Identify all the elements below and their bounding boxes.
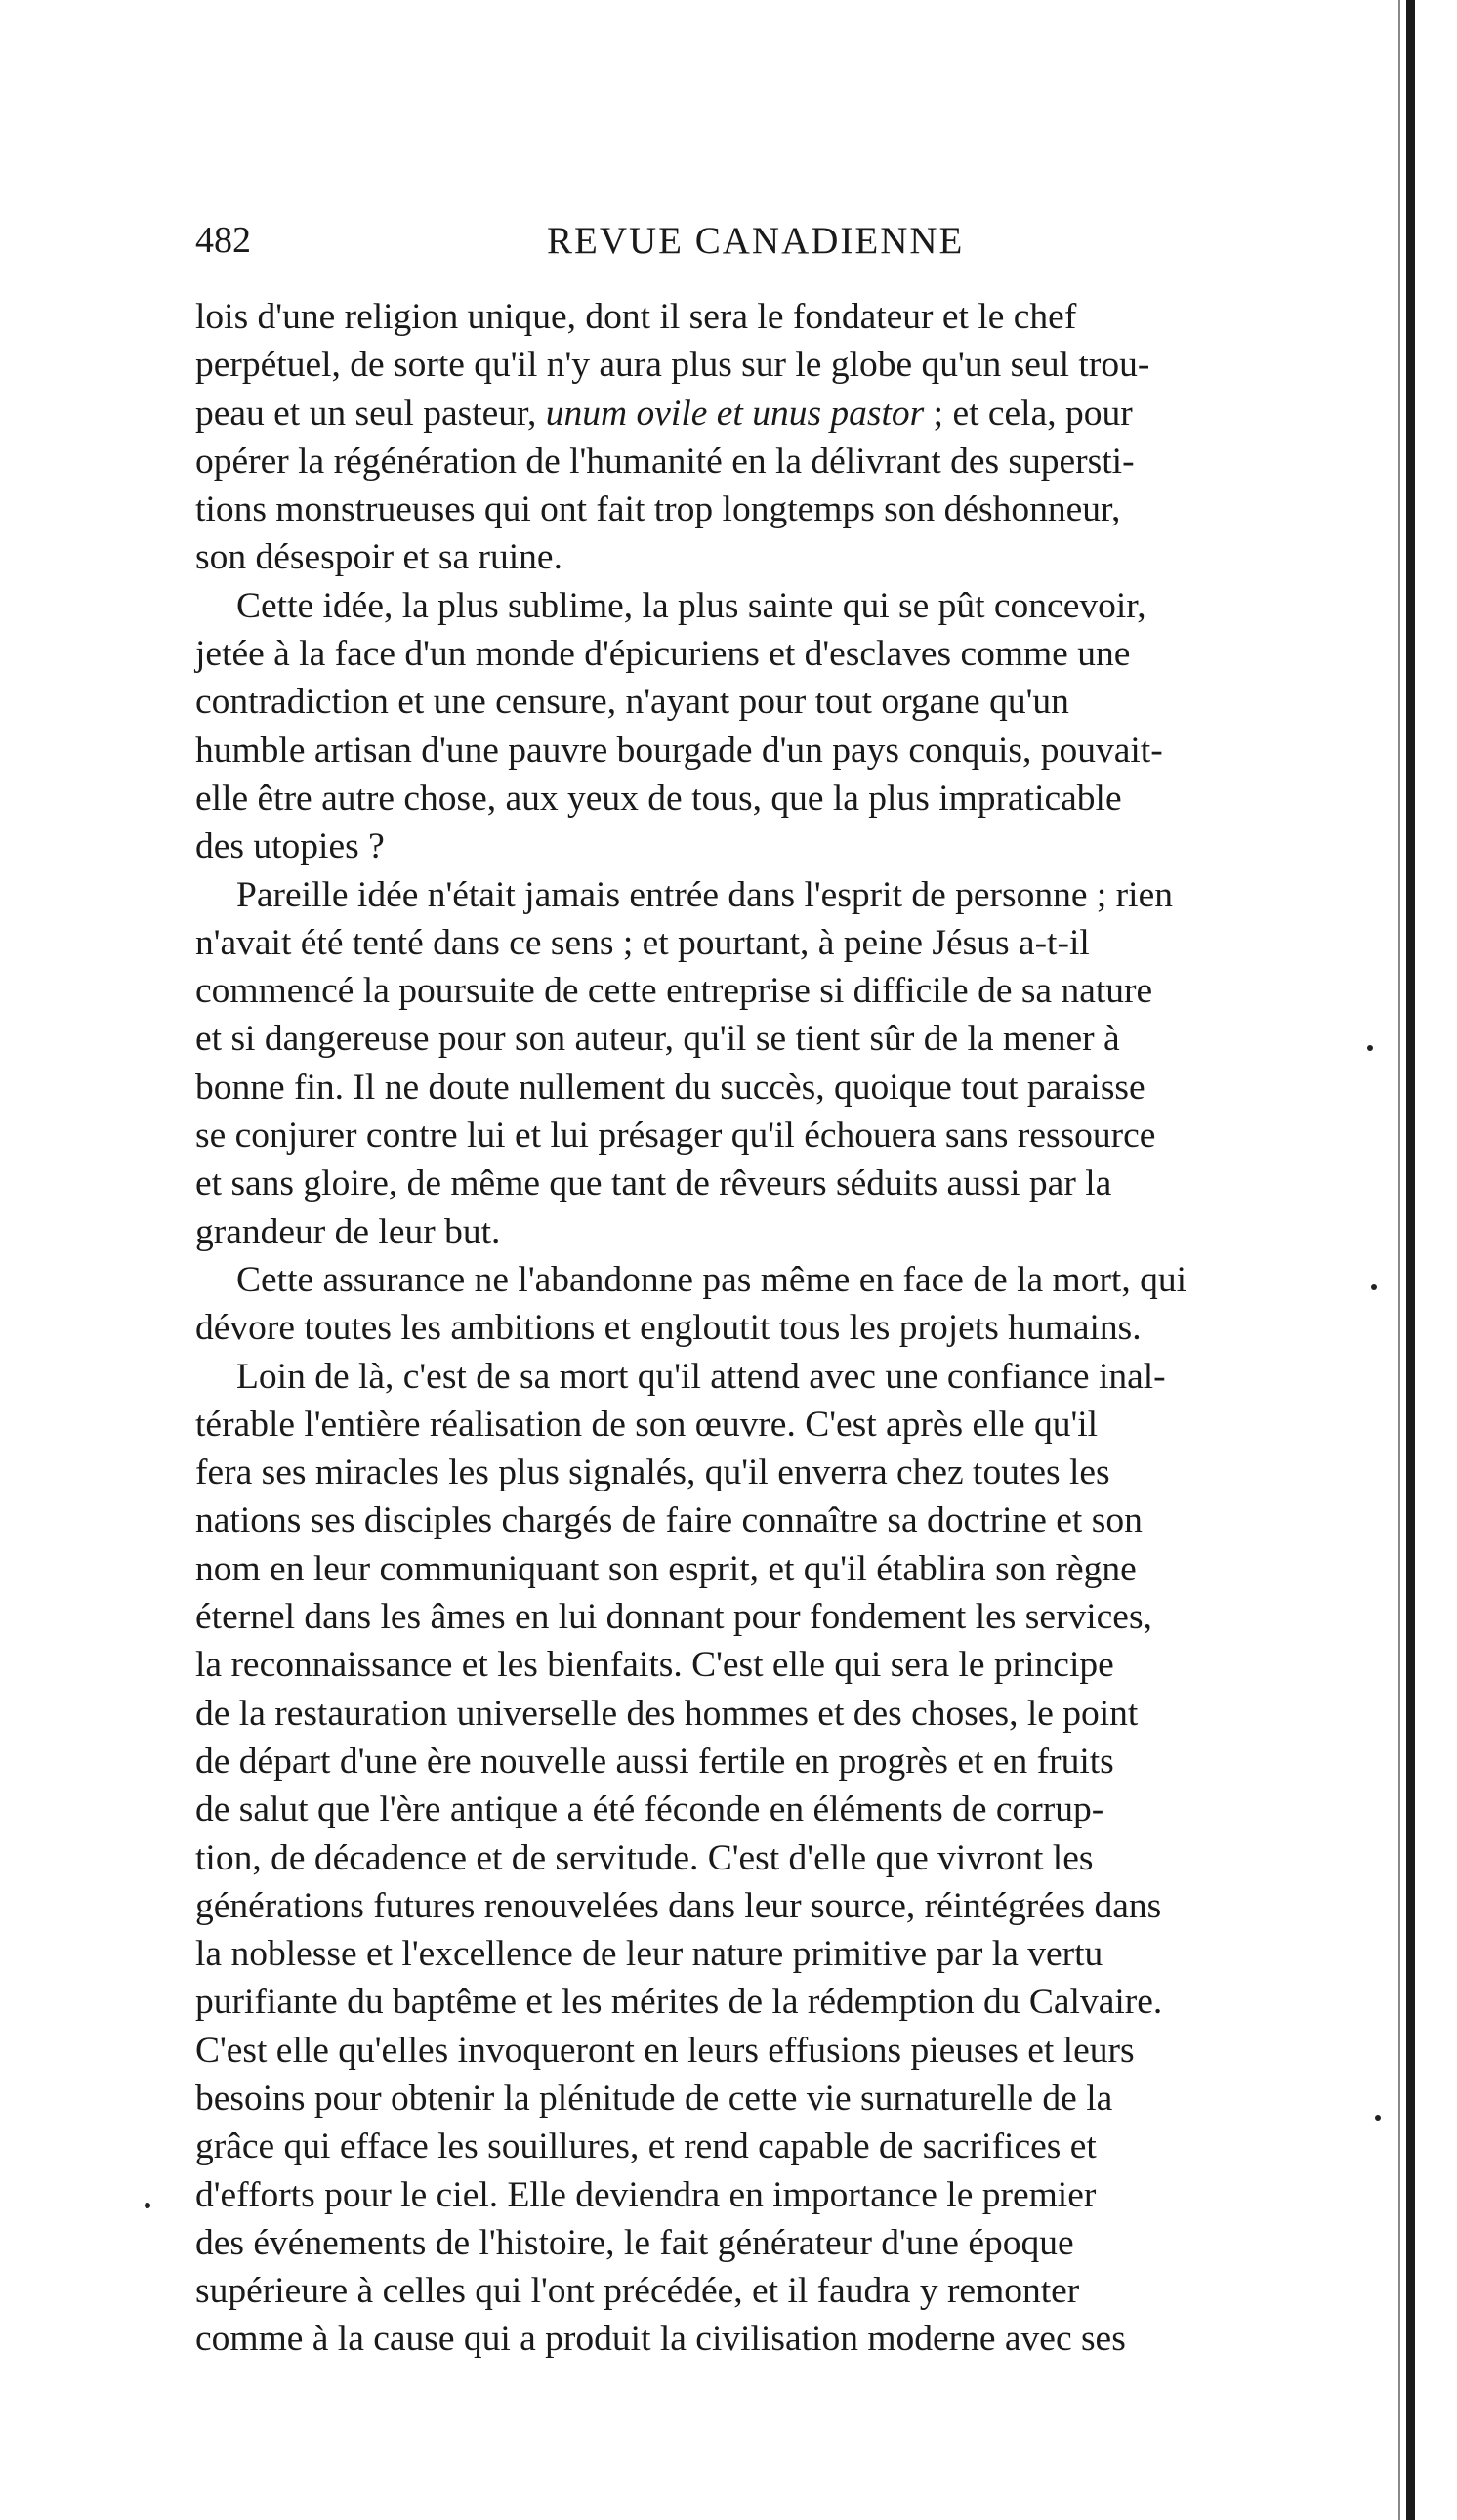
- text-line: de salut que l'ère antique a été féconde en éléments de corrup-: [195, 1789, 1104, 1830]
- text-line: la noblesse et l'excellence de leur nature primitive par la vertu: [195, 1934, 1103, 1975]
- text-line: se conjurer contre lui et lui présager qu'il échouera sans ressource: [195, 1115, 1156, 1156]
- text-line: des événements de l'histoire, le fait générateur d'une époque: [195, 2222, 1074, 2263]
- text-line: peau et un seul pasteur, unum ovile et unus pastor ; et cela, pour: [195, 393, 1133, 434]
- paragraph: [195, 1353, 1372, 2364]
- text-line: besoins pour obtenir la plénitude de cette vie surnaturelle de la: [195, 2078, 1113, 2119]
- text-line: purifiante du baptême et les mérites de la rédemption du Calvaire.: [195, 1982, 1163, 2023]
- text-line: térable l'entière réalisation de son œuvre. C'est après elle qu'il: [195, 1404, 1099, 1445]
- text-line: tions monstrueuses qui ont fait trop longtemps son déshonneur,: [195, 489, 1121, 530]
- text-line: C'est elle qu'elles invoqueront en leurs effusions pieuses et leurs: [195, 2030, 1135, 2071]
- text-line: son désespoir et sa ruine.: [195, 537, 562, 578]
- text-line: elle être autre chose, aux yeux de tous, que la plus impraticable: [195, 777, 1122, 819]
- scan-speck: [1371, 1284, 1377, 1290]
- text-line: contradiction et une censure, n'ayant pour tout organe qu'un: [195, 682, 1069, 723]
- page-number: 482: [195, 220, 251, 261]
- text-line: des utopies ?: [195, 826, 385, 867]
- text-line: et si dangereuse pour son auteur, qu'il se tient sûr de la mener à: [195, 1019, 1120, 1060]
- text-line: opérer la régénération de l'humanité en la délivrant des supersti-: [195, 441, 1135, 482]
- text-line: lois d'une religion unique, dont il sera le fondateur et le chef: [195, 297, 1077, 337]
- text-line: de départ d'une ère nouvelle aussi fertile en progrès et en fruits: [195, 1741, 1114, 1782]
- text-line: générations futures renouvelées dans leur source, réintégrées dans: [195, 1885, 1162, 1926]
- text-line: n'avait été tenté dans ce sens ; et pourtant, à peine Jésus a-t-il: [195, 922, 1090, 963]
- text-line: comme à la cause qui a produit la civilisation moderne avec ses: [195, 2319, 1126, 2360]
- text-line: jetée à la face d'un monde d'épicuriens et d'esclaves comme une: [195, 634, 1131, 675]
- scan-speck: [1367, 1045, 1373, 1051]
- text-line: nom en leur communiquant son esprit, et qu'il établira son règne: [195, 1548, 1137, 1589]
- running-title: REVUE CANADIENNE: [547, 220, 965, 262]
- text-line: dévore toutes les ambitions et engloutit tous les projets humains.: [195, 1308, 1142, 1349]
- text-line: d'efforts pour le ciel. Elle deviendra en importance le premier: [195, 2174, 1097, 2215]
- binding-shadow-line: [1398, 0, 1400, 2520]
- text-line: de la restauration universelle des hommes et des choses, le point: [195, 1693, 1139, 1734]
- text-line: fera ses miracles les plus signalés, qu'il enverra chez toutes les: [195, 1452, 1110, 1493]
- text-line: Cette idée, la plus sublime, la plus sainte qui se pût concevoir,: [236, 585, 1146, 626]
- text-line: éternel dans les âmes en lui donnant pour fondement les services,: [195, 1597, 1152, 1638]
- paragraph: [195, 1256, 1372, 1353]
- text-line: nations ses disciples chargés de faire connaître sa doctrine et son: [195, 1500, 1143, 1541]
- text-line: supérieure à celles qui l'ont précédée, et il faudra y remonter: [195, 2271, 1080, 2312]
- latin-quote: unum ovile et unus pastor: [545, 393, 925, 434]
- text-line: humble artisan d'une pauvre bourgade d'un pays conquis, pouvait-: [195, 730, 1163, 771]
- scan-speck: [1375, 2115, 1381, 2121]
- paragraph: [195, 293, 1372, 582]
- text-line: perpétuel, de sorte qu'il n'y aura plus sur le globe qu'un seul trou-: [195, 345, 1150, 386]
- text-line: grandeur de leur but.: [195, 1211, 501, 1252]
- text-line: Pareille idée n'était jamais entrée dans l'esprit de personne ; rien: [236, 874, 1173, 915]
- text-line: bonne fin. Il ne doute nullement du succès, quoique tout paraisse: [195, 1067, 1145, 1108]
- text-line: Cette assurance ne l'abandonne pas même en face de la mort, qui: [236, 1259, 1187, 1300]
- text-line: la reconnaissance et les bienfaits. C'est elle qui sera le principe: [195, 1645, 1114, 1686]
- paragraph: [195, 582, 1372, 871]
- paragraph: [195, 871, 1372, 1256]
- text-line: Loin de là, c'est de sa mort qu'il attend avec une confiance inal-: [236, 1356, 1166, 1397]
- text-line: grâce qui efface les souillures, et rend capable de sacrifices et: [195, 2126, 1097, 2167]
- text-line: tion, de décadence et de servitude. C'est d'elle que vivront les: [195, 1837, 1094, 1878]
- page-header: [195, 219, 996, 277]
- binding-edge: [1406, 0, 1415, 2520]
- text-line: et sans gloire, de même que tant de rêveurs séduits aussi par la: [195, 1163, 1112, 1204]
- text-line: commencé la poursuite de cette entreprise si difficile de sa nature: [195, 971, 1153, 1012]
- body-text: [195, 293, 1372, 2364]
- scan-speck: [145, 2203, 150, 2208]
